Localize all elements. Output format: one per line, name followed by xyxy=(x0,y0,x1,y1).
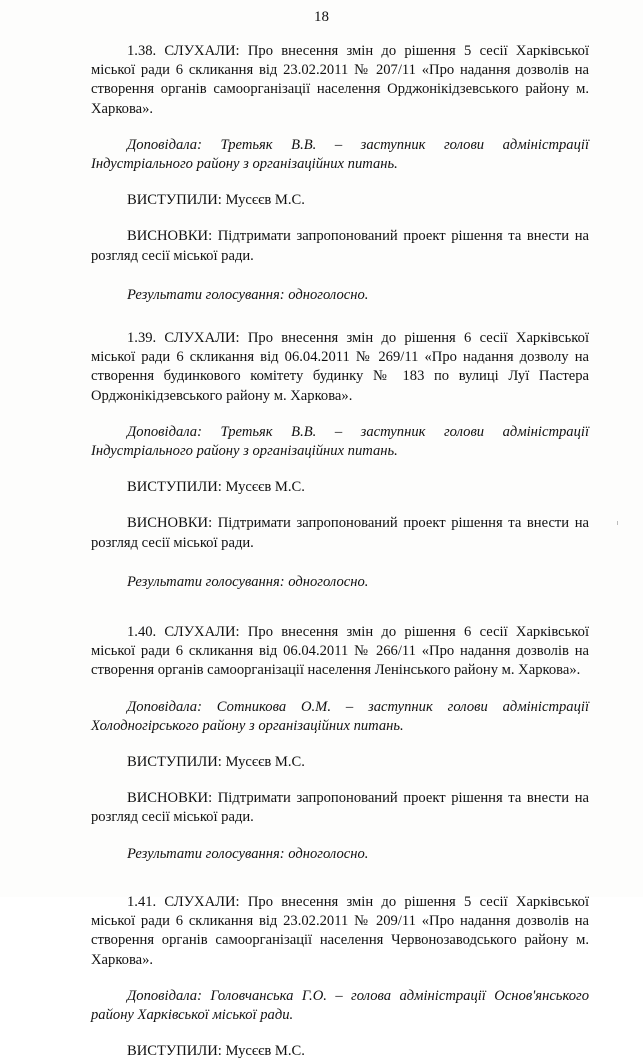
scan-edge-mark xyxy=(617,521,618,525)
item-1-39-spoke: ВИСТУПИЛИ: Мусєєв М.С. xyxy=(127,479,305,496)
item-1-40-spoke: ВИСТУПИЛИ: Мусєєв М.С. xyxy=(127,754,305,771)
item-1-38-vote: Результати голосування: одноголосно. xyxy=(127,286,369,303)
item-1-38-speaker: Доповідала: Третьяк В.В. – заступник голови адміністрації Індустріального району з організаційних питань. xyxy=(91,136,589,173)
item-1-39-vote: Результати голосування: одноголосно. xyxy=(127,573,369,590)
item-1-41-speaker: Доповідала: Головчанська Г.О. – голова адміністрації Основ'янського району Харківської міської ради. xyxy=(91,987,589,1023)
item-1-38-heard: 1.38. СЛУХАЛИ: Про внесення змін до рішення 5 сесії Харківської міської ради 6 скликання від 23.02.2011 № 207/11 «Про надання дозволів на створення органів самоорганізації населення Орджонікідзевського району м. Харкова». xyxy=(91,43,589,117)
item-1-40-vote: Результати голосування: одноголосно. xyxy=(127,845,369,862)
page-content xyxy=(91,42,589,1061)
item-1-41-heard: 1.41. СЛУХАЛИ: Про внесення змін до рішення 5 сесії Харківської міської ради 6 скликання від 23.02.2011 № 209/11 «Про надання дозволів на створення органів самоорганізації населення Червонозаводського району м. Харкова». xyxy=(91,893,589,968)
page-number: 18 xyxy=(314,9,329,25)
item-1-39-conclusion: ВИСНОВКИ: Підтримати запропонований проект рішення та внести на розгляд сесії міської ради. xyxy=(91,515,589,551)
item-1-39-speaker: Доповідала: Третьяк В.В. – заступник голови адміністрації Індустріального району з організаційних питань. xyxy=(91,423,589,460)
item-1-38-spoke: ВИСТУПИЛИ: Мусєєв М.С. xyxy=(127,192,305,209)
item-1-41-spoke: ВИСТУПИЛИ: Мусєєв М.С. xyxy=(127,1043,305,1060)
item-1-39-heard: 1.39. СЛУХАЛИ: Про внесення змін до рішення 6 сесії Харківської міської ради 6 скликання від 06.04.2011 № 269/11 «Про надання дозволу на створення будинкового комітету будинку № 183 по вулиці Луї Пастера Орджонікідзевського району м. Харкова». xyxy=(91,330,589,404)
item-1-40-conclusion: ВИСНОВКИ: Підтримати запропонований проект рішення та внести на розгляд сесії міської ради. xyxy=(91,790,589,826)
item-1-40-heard: 1.40. СЛУХАЛИ: Про внесення змін до рішення 6 сесії Харківської міської ради 6 скликання від 06.04.2011 № 266/11 «Про надання дозволів на створення органів самоорганізації населення Ленінського району м. Харкова». xyxy=(91,624,589,679)
item-1-38-conclusion: ВИСНОВКИ: Підтримати запропонований проект рішення та внести на розгляд сесії міської ради. xyxy=(91,228,589,264)
item-1-40-speaker: Доповідала: Сотникова О.М. – заступник голови адміністрації Холодногірського району з організаційних питань. xyxy=(91,698,589,734)
